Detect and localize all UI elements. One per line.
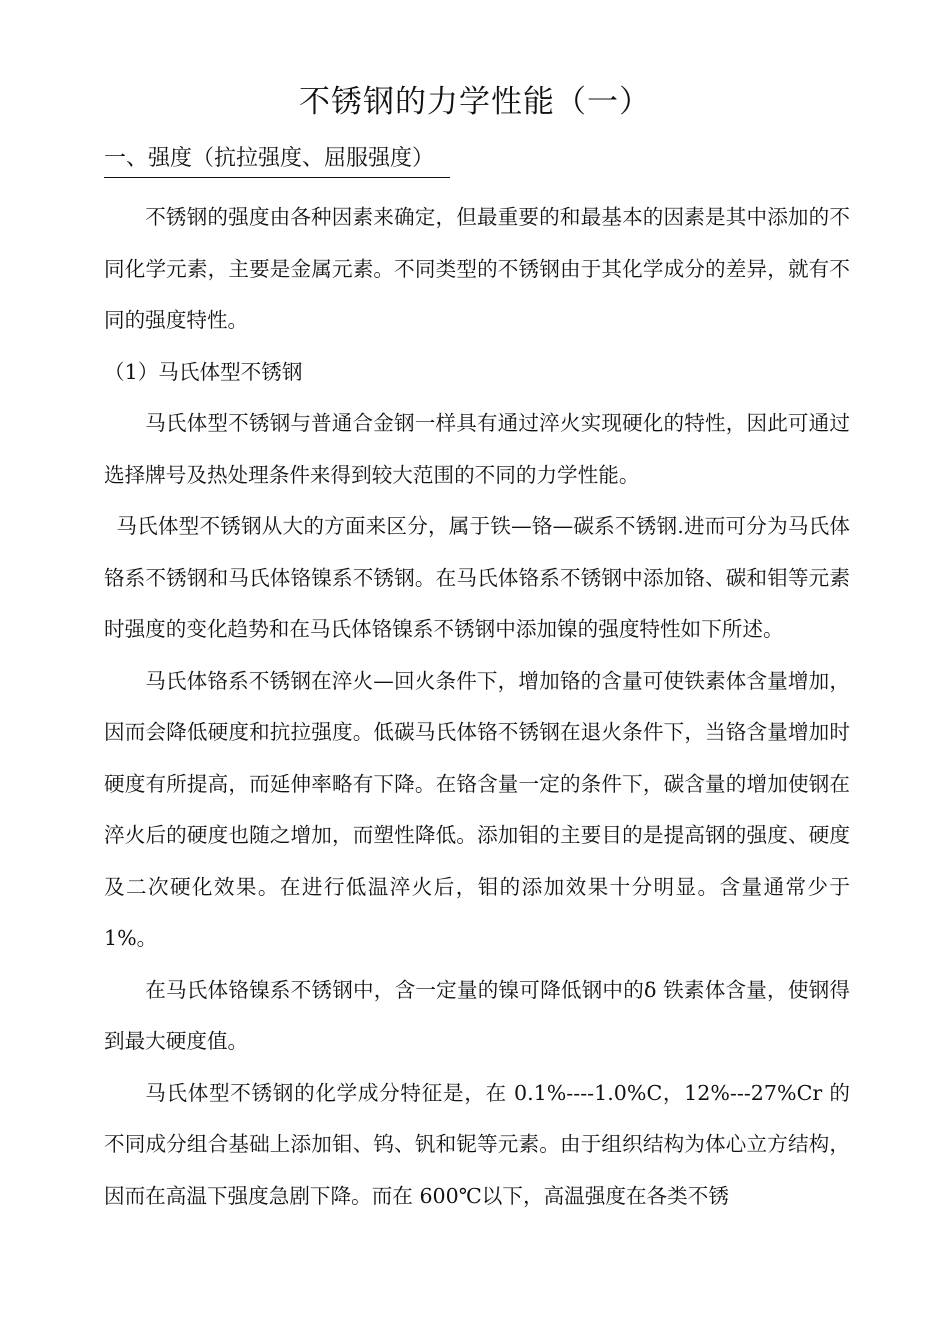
heading-underline: [104, 177, 450, 178]
paragraph-martensitic-hardening: 马氏体型不锈钢与普通合金钢一样具有通过淬火实现硬化的特性，因此可通过选择牌号及热处理条件来得到较大范围的不同的力学性能。: [104, 411, 850, 487]
document-body: [104, 192, 850, 1222]
paragraph-martensitic-classification: 马氏体型不锈钢从大的方面来区分，属于铁—铬—碳系不锈钢.进而可分为马氏体铬系不锈钢和马氏体铬镍系不锈钢。在马氏体铬系不锈钢中添加铬、碳和钼等元素时强度的变化趋势和在马氏体铬镍系不锈钢中添加镍的强度特性如下所述。: [104, 514, 850, 641]
paragraph-nickel-effects: 在马氏体铬镍系不锈钢中，含一定量的镍可降低钢中的δ 铁素体含量，使钢得到最大硬度值。: [104, 977, 850, 1053]
paragraph-strength-factors: 不锈钢的强度由各种因素来确定，但最重要的和最基本的因素是其中添加的不同化学元素，主要是金属元素。不同类型的不锈钢由于其化学成分的差异，就有不同的强度特性。: [104, 205, 850, 332]
subsection-heading-martensitic: （1）马氏体型不锈钢: [104, 359, 303, 384]
section-heading: 一、强度（抗拉强度、屈服强度）: [104, 146, 435, 171]
paragraph-chromium-effects: 马氏体铬系不锈钢在淬火—回火条件下，增加铬的含量可使铁素体含量增加，因而会降低硬度和抗拉强度。低碳马氏体铬不锈钢在退火条件下，当铬含量增加时硬度有所提高，而延伸率略有下降。在铬含量一定的条件下，碳含量的增加使钢在淬火后的硬度也随之增加，而塑性降低。添加钼的主要目的是提高钢的强度、硬度及二次硬化效果。在进行低温淬火后，钼的添加效果十分明显。含量通常少于 1%。: [104, 668, 850, 950]
paragraph-chemical-composition: 马氏体型不锈钢的化学成分特征是，在 0.1%----1.0%C，12%---27%Cr 的不同成分组合基础上添加钼、钨、钒和铌等元素。由于组织结构为体心立方结构，因而在高温下强度急剧下降。而在 600℃以下，高温强度在各类不锈: [104, 1080, 850, 1208]
page-title: 不锈钢的力学性能（一）: [299, 84, 651, 120]
